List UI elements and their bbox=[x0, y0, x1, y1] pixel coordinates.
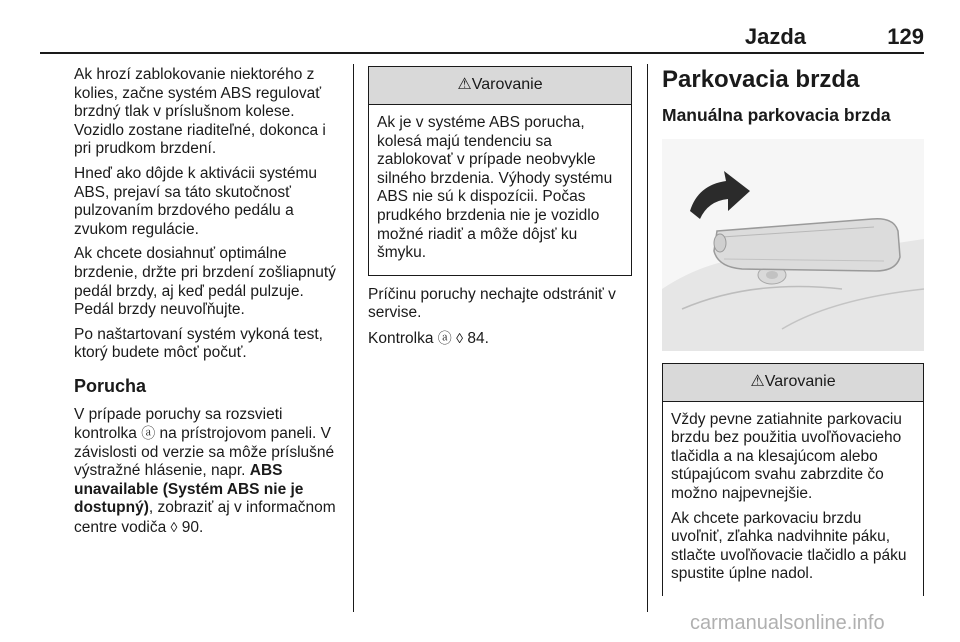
page-reference-icon: ◊ bbox=[170, 519, 178, 536]
warning-title: Varovanie bbox=[764, 372, 836, 390]
warning-title: Varovanie bbox=[471, 76, 543, 94]
abs-paragraph-3: Ak chcete dosiahnuť optimálne brzdenie, držte pri brzdení zošliapnutý pedál brzdy, aj keď pedál pulzuje. Pedál brzdy neuvoľňujte. bbox=[74, 245, 336, 319]
abs-paragraph-4: Po naštartovaní systém vykoná test, ktorý budete môcť počuť. bbox=[74, 325, 323, 362]
section-title: Jazda bbox=[744, 24, 806, 49]
abs-unavailable-message: ABS unavailable (Systém ABS nie je dostupný) bbox=[74, 462, 304, 517]
page-header bbox=[40, 18, 924, 50]
abs-paragraph-1: Ak hrozí zablokovanie niektorého z kolies, začne systém ABS regulovať brzdný tlak v príslušnom kolese. Vozidlo zostane riaditeľné, dokonca i pri prudkom brzdení. bbox=[74, 66, 326, 158]
warning-text-2: Ak chcete parkovaciu brzdu uvoľniť, zľahka nadvihnite páku, stlačte uvoľňovacie tlačidlo a páku spustite úplne nadol. bbox=[671, 509, 907, 583]
warning-header bbox=[369, 67, 631, 105]
abs-warning-icon: ⓐ bbox=[141, 425, 156, 442]
abs-warning-box bbox=[368, 66, 632, 276]
parking-brake-title: Parkovacia brzda bbox=[662, 66, 860, 93]
indicator-paragraph: Kontrolka ⓐ ◊ 84. bbox=[368, 329, 489, 347]
warning-body bbox=[663, 402, 923, 596]
warning-text-1: Vždy pevne zatiahnite parkovaciu brzdu bez použitia uvoľňovacieho tlačidla a na klesajúcom alebo stúpajúcom svahu zabrzdite čo možno najpevnejšie. bbox=[671, 410, 902, 502]
column-1 bbox=[74, 66, 342, 544]
column-divider-1 bbox=[353, 64, 354, 612]
page-reference[interactable]: 90. bbox=[181, 519, 204, 537]
fault-paragraph: V prípade poruchy sa rozsvieti kontrolka ⓐ na prístrojovom paneli. V závislosti od verzie sa môže príslušné výstražné hlásenie, napr. ABS unavailable (Systém ABS nie je dostupný), zobraziť aj v informačnom centre vodiča ◊ 90. bbox=[74, 405, 336, 537]
column-2 bbox=[368, 66, 632, 355]
warning-text: Ak je v systéme ABS porucha, kolesá majú tendenciu sa zablokovať v prípade neobvykle silného brzdenia. Výhody systému ABS nie sú k dispozícii. Počas prudkého brzdenia nie je vozidlo možné riadiť a môže dôjsť ku šmyku. bbox=[377, 114, 613, 262]
warning-triangle-icon: ⚠ bbox=[457, 76, 472, 94]
abs-warning-icon: ⓐ bbox=[437, 329, 452, 346]
watermark: carmanualsonline.info bbox=[690, 612, 885, 634]
column-divider-2 bbox=[647, 64, 648, 612]
manual-parking-brake-subtitle: Manuálna parkovacia brzda bbox=[662, 105, 891, 125]
abs-paragraph-2: Hneď ako dôjde k aktivácii systému ABS, prejaví sa táto skutočnosť pulzovaním brzdového pedálu a zvukom regulácie. bbox=[74, 164, 317, 238]
column-3 bbox=[662, 66, 924, 606]
parking-brake-illustration bbox=[662, 139, 924, 351]
service-paragraph: Príčinu poruchy nechajte odstrániť v servise. bbox=[368, 285, 616, 322]
parking-brake-warning-box bbox=[662, 363, 924, 596]
page-reference[interactable]: 84. bbox=[467, 329, 489, 347]
warning-header bbox=[663, 364, 923, 402]
page-reference-icon: ◊ bbox=[456, 329, 464, 346]
warning-triangle-icon: ⚠ bbox=[750, 372, 765, 390]
page-number: 129 bbox=[887, 24, 924, 49]
header-rule bbox=[40, 52, 924, 54]
warning-body bbox=[369, 105, 631, 275]
fault-heading: Porucha bbox=[74, 375, 147, 396]
